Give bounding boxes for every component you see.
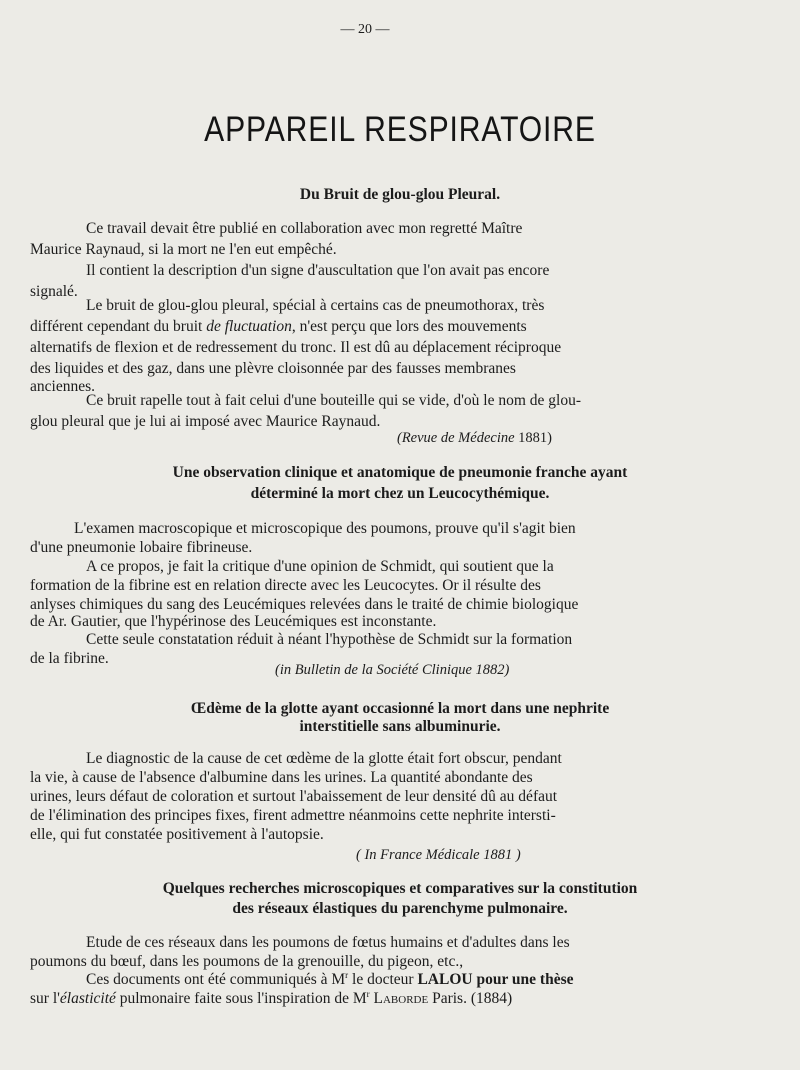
superscript: r bbox=[345, 970, 349, 980]
bold-run: pour une thèse bbox=[472, 971, 574, 989]
section-3-citation: ( In France Médicale 1881 ) bbox=[356, 847, 521, 863]
smallcaps-name-laborde: Laborde bbox=[373, 990, 429, 1008]
text-run: pulmonaire faite sous l'inspiration de M bbox=[115, 990, 367, 1008]
section-3-line-5: elle, qui fut constatée positivement à l'autopsie. bbox=[30, 826, 324, 843]
section-1-line-3: Il contient la description d'un signe d'auscultation que l'on avait pas encore bbox=[86, 262, 550, 279]
page-number: — 20 — bbox=[340, 22, 390, 37]
section-3-line-4: de l'élimination des principes fixes, firent admettre néanmoins cette nephrite intersti- bbox=[30, 807, 556, 824]
section-2-citation: (in Bulletin de la Société Clinique 1882) bbox=[275, 662, 510, 678]
section-2-line-1: L'examen macroscopique et microscopique des poumons, prouve qu'il s'agit bien bbox=[74, 520, 576, 537]
chapter-title: APPAREIL RESPIRATOIRE bbox=[204, 110, 596, 149]
text-run: Paris. (1884) bbox=[428, 990, 513, 1008]
section-3-line-1: Le diagnostic de la cause de cet œdème de la glotte était fort obscur, pendant bbox=[86, 750, 562, 767]
section-1-line-4: signalé. bbox=[30, 283, 78, 300]
section-4-line-4 bbox=[30, 989, 512, 1008]
section-1-line-5: Le bruit de glou-glou pleural, spécial à certains cas de pneumothorax, très bbox=[86, 297, 545, 314]
italic-word: de bbox=[206, 318, 221, 335]
section-1-line-8: des liquides et des gaz, dans une plèvre cloisonnée par des fausses membranes bbox=[30, 360, 516, 377]
section-2-line-6: de Ar. Gautier, que l'hypérinose des Leucémiques est inconstante. bbox=[30, 613, 437, 630]
section-1-citation bbox=[397, 430, 552, 447]
italic-term-elasticite: élasticité bbox=[59, 990, 116, 1008]
section-4-heading-line-2: des réseaux élastiques du parenchyme pulmonaire. bbox=[232, 900, 568, 917]
section-1-line-10: Ce bruit rapelle tout à fait celui d'une bouteille qui se vide, d'où le nom de glou- bbox=[86, 392, 581, 409]
section-1-line-9: anciennes. bbox=[30, 378, 95, 395]
section-1-heading: Du Bruit de glou-glou Pleural. bbox=[299, 186, 501, 203]
section-4-line-1: Etude de ces réseaux dans les poumons de fœtus humains et d'adultes dans les bbox=[86, 934, 570, 951]
section-4-line-2: poumons du bœuf, dans les poumons de la grenouille, du pigeon, etc., bbox=[30, 953, 464, 970]
section-1-line-11: glou pleural que je lui ai imposé avec Maurice Raynaud. bbox=[30, 413, 381, 430]
citation-title: (Revue de Médecine bbox=[397, 430, 515, 446]
section-2-line-2: d'une pneumonie lobaire fibrineuse. bbox=[30, 539, 253, 556]
bold-name-lalou: LALOU bbox=[417, 971, 473, 989]
section-2-line-5: anlyses chimiques du sang des Leucémiques relevées dans le traité de chimie biologique bbox=[30, 596, 579, 613]
section-1-line-1: Ce travail devait être publié en collaboration avec mon regretté Maître bbox=[86, 220, 523, 237]
text-run: le docteur bbox=[348, 971, 418, 989]
section-3-line-3: urines, leurs défaut de coloration et surtout l'abaissement de leur densité dû au défaut bbox=[30, 788, 558, 805]
italic-term-fluctuation: fluctuation bbox=[224, 318, 292, 335]
superscript: r bbox=[366, 989, 370, 999]
section-1-line-6 bbox=[30, 318, 527, 336]
text-run: Ces documents ont été communiqués à M bbox=[86, 971, 346, 989]
citation-year: 1881) bbox=[518, 430, 552, 446]
section-1-line-7: alternatifs de flexion et de redressement du tronc. Il est dû au déplacement réciproque bbox=[30, 339, 562, 356]
text-run: sur l' bbox=[30, 990, 60, 1008]
section-3-heading-line-1: Œdème de la glotte ayant occasionné la mort dans une nephrite bbox=[190, 700, 610, 717]
section-2-line-3: A ce propos, je fait la critique d'une opinion de Schmidt, qui soutient que la bbox=[86, 558, 554, 575]
section-2-line-7: Cette seule constatation réduit à néant l'hypothèse de Schmidt sur la formation bbox=[86, 631, 573, 648]
section-2-line-4: formation de la fibrine est en relation directe avec les Leucocytes. Or il résulte des bbox=[30, 577, 541, 594]
section-3-heading-line-2: interstitielle sans albuminurie. bbox=[299, 718, 501, 735]
section-2-line-8: de la fibrine. bbox=[30, 650, 109, 667]
section-3-line-2: la vie, à cause de l'absence d'albumine dans les urines. La quantité abondante des bbox=[30, 769, 533, 786]
section-2-heading-line-2: déterminé la mort chez un Leucocythémique. bbox=[250, 485, 550, 502]
section-4-line-3 bbox=[86, 970, 574, 989]
section-4-heading-line-1: Quelques recherches microscopiques et comparatives sur la constitution bbox=[162, 880, 638, 897]
text-run: , n'est perçu que lors des mouvements bbox=[291, 318, 527, 335]
section-1-line-2: Maurice Raynaud, si la mort ne l'en eut empêché. bbox=[30, 241, 337, 258]
section-2-heading-line-1: Une observation clinique et anatomique de pneumonie franche ayant bbox=[172, 464, 628, 481]
text-run: différent cependant du bruit bbox=[30, 318, 207, 335]
